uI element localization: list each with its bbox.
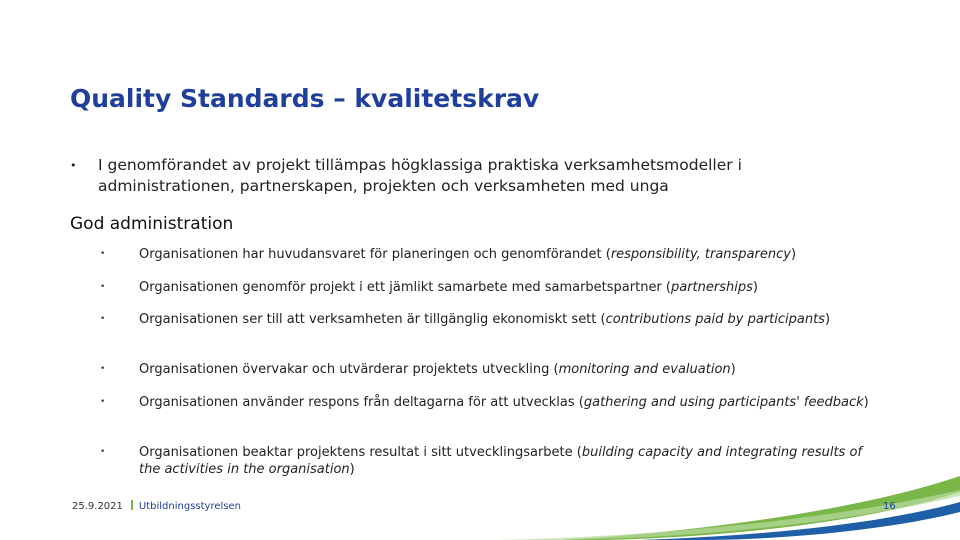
- item-text-italic: partnerships: [670, 280, 753, 295]
- list-item: [100, 361, 880, 378]
- bullet-marker: •: [100, 397, 106, 407]
- footer: [72, 500, 241, 512]
- list-item-text: [139, 444, 880, 478]
- item-text-plain: Organisationen har huvudansvaret för planeringen och genomförandet (: [139, 247, 611, 262]
- footer-date: 25.9.2021: [72, 501, 123, 512]
- list-item: [100, 246, 880, 263]
- item-text-close: ): [824, 312, 831, 327]
- list-item: [100, 444, 880, 478]
- list-item: [100, 311, 880, 328]
- bullet-marker: •: [100, 447, 106, 457]
- item-text-italic: contributions paid by participants: [605, 312, 825, 327]
- item-text-plain: Organisationen genomför projekt i ett jämlikt samarbete med samarbetspartner (: [139, 280, 671, 295]
- item-text-italic: responsibility, transparency: [610, 247, 791, 262]
- footer-separator: [131, 500, 133, 510]
- section-heading: God administration: [70, 214, 234, 234]
- bullet-marker: •: [70, 159, 77, 172]
- item-text-plain: Organisationen använder respons från deltagarna för att utvecklas (: [139, 395, 584, 410]
- intro-paragraph: [70, 155, 880, 197]
- item-text-close: ): [752, 280, 758, 295]
- bullet-marker: •: [100, 364, 106, 374]
- bullet-marker: •: [100, 282, 106, 292]
- intro-text: I genomförandet av projekt tillämpas högklassiga praktiska verksamhetsmodeller i administrationen, partnerskapen, projekten och verksamheten med unga: [98, 156, 742, 195]
- bullet-marker: •: [100, 249, 106, 259]
- list-item: [100, 279, 880, 296]
- item-text-close: ): [730, 362, 736, 377]
- bullet-marker: •: [100, 314, 106, 324]
- item-text-plain: Organisationen beaktar projektens resultat i sitt utvecklingsarbete (: [139, 445, 582, 460]
- slide-title: Quality Standards – kvalitetskrav: [70, 84, 540, 113]
- list-item-text: [139, 279, 880, 296]
- page-number: 16: [883, 501, 896, 512]
- footer-organisation: Utbildningsstyrelsen: [138, 501, 241, 512]
- item-text-plain: Organisationen övervakar och utvärderar projektets utveckling (: [139, 362, 559, 377]
- list-item-text: [139, 311, 880, 328]
- item-text-close: ): [349, 462, 355, 477]
- item-text-italic: monitoring and evaluation: [558, 362, 731, 377]
- list-item-text: [139, 394, 880, 411]
- item-text-plain: Organisationen ser till att verksamheten är tillgänglig ekonomiskt sett (: [139, 312, 606, 327]
- list-item-text: [139, 361, 880, 378]
- list-item: [100, 394, 880, 411]
- item-text-close: ): [863, 395, 869, 410]
- list-item-text: [139, 246, 880, 263]
- item-text-italic: building capacity and integrating results of the activities in the organisation: [139, 445, 862, 477]
- item-text-italic: gathering and using participants' feedback: [583, 395, 864, 410]
- item-text-close: ): [790, 247, 797, 262]
